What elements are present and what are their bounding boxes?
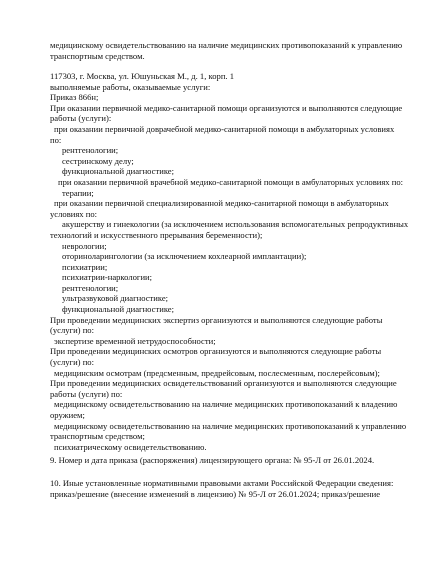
services-line: функциональной диагностике; [62, 166, 175, 177]
services-line: транспортным средством; [50, 431, 145, 442]
top-continuation-line: медицинскому освидетельствованию на наличие медицинских противопоказаний к управлению [50, 40, 403, 50]
services-line: Приказ 866н; [50, 92, 99, 103]
services-line: психиатрии; [62, 261, 108, 272]
services-line: выполняемые работы, оказываемые услуги: [50, 81, 211, 92]
services-line: оружием; [50, 410, 85, 420]
services-line: функциональной диагностике; [62, 304, 175, 315]
top-continuation-line: транспортным средством. [50, 50, 145, 61]
services-line: (услуги) по: [50, 357, 94, 368]
services-line: При проведении медицинских освидетельствований организуются и выполняются следующие [50, 378, 397, 389]
item-10-line: 10. Иные установленные нормативными правовыми актами Российской Федерации сведения: [50, 478, 394, 488]
services-line: При проведении медицинских осмотров организуются и выполняются следующие работы [50, 346, 382, 357]
services-line: медицинским осмотрам (предсменным, предрейсовым, послесменным, послерейсовым); [54, 367, 380, 378]
services-line: При оказании первичной медико-санитарной помощи организуются и выполняются следующие [50, 102, 403, 113]
services-line: технологий и искусственного прерывания беременности); [50, 229, 263, 240]
services-line: медицинскому освидетельствованию на наличие медицинских противопоказаний к управлению [54, 420, 407, 431]
services-line: экспертизе временной нетрудоспособности; [54, 335, 216, 346]
services-line: психиатрии-наркологии; [62, 272, 153, 283]
services-line: при оказании первичной врачебной медико-санитарной помощи в амбулаторных условиях по: [58, 176, 404, 187]
item-9-text: 9. Номер и дата приказа (распоряжения) лицензирующего органа: № 95-Л от 26.01.2024. [50, 455, 375, 465]
services-line: рентгенологии; [62, 282, 119, 293]
services-line: 117303, г. Москва, ул. Юшуньская М., д. 1, корп. 1 [50, 71, 235, 81]
services-line: терапии; [62, 187, 94, 198]
services-line: психиатрическому освидетельствованию. [54, 441, 207, 452]
services-line: При проведении медицинских экспертиз организуются и выполняются следующие работы [50, 314, 383, 325]
services-line: (услуги) по: [50, 325, 94, 336]
item-10-line: приказ/решение (внесение изменений в лицензию) № 95-Л от 26.01.2024; приказ/решение [50, 488, 381, 499]
services-line: условиях по: [50, 208, 98, 219]
services-line: работы (услуги): [50, 113, 112, 124]
services-line: медицинскому освидетельствованию на наличие медицинских противопоказаний к владению [54, 399, 398, 410]
address-and-services-list [50, 71, 422, 452]
services-line: по: [50, 134, 62, 145]
services-line: при оказании первичной специализированной медико-санитарной помощи в амбулаторных [54, 198, 389, 209]
item-10 [50, 478, 422, 499]
services-line: ультразвуковой диагностике; [62, 293, 169, 304]
item-9 [50, 455, 422, 466]
services-line: оториноларингологии (за исключением кохлеарной имплантации); [62, 251, 307, 262]
top-continuation [50, 40, 422, 61]
services-line: неврологии; [62, 240, 107, 251]
services-line: акушерству и гинекологии (за исключением использования вспомогательных репродуктивных [62, 219, 409, 230]
services-line: при оказании первичной доврачебной медико-санитарной помощи в амбулаторных условиях [54, 123, 395, 134]
services-line: рентгенологии; [62, 145, 119, 156]
services-line: сестринскому делу; [62, 155, 134, 166]
services-line: работы (услуги) по: [50, 388, 123, 399]
